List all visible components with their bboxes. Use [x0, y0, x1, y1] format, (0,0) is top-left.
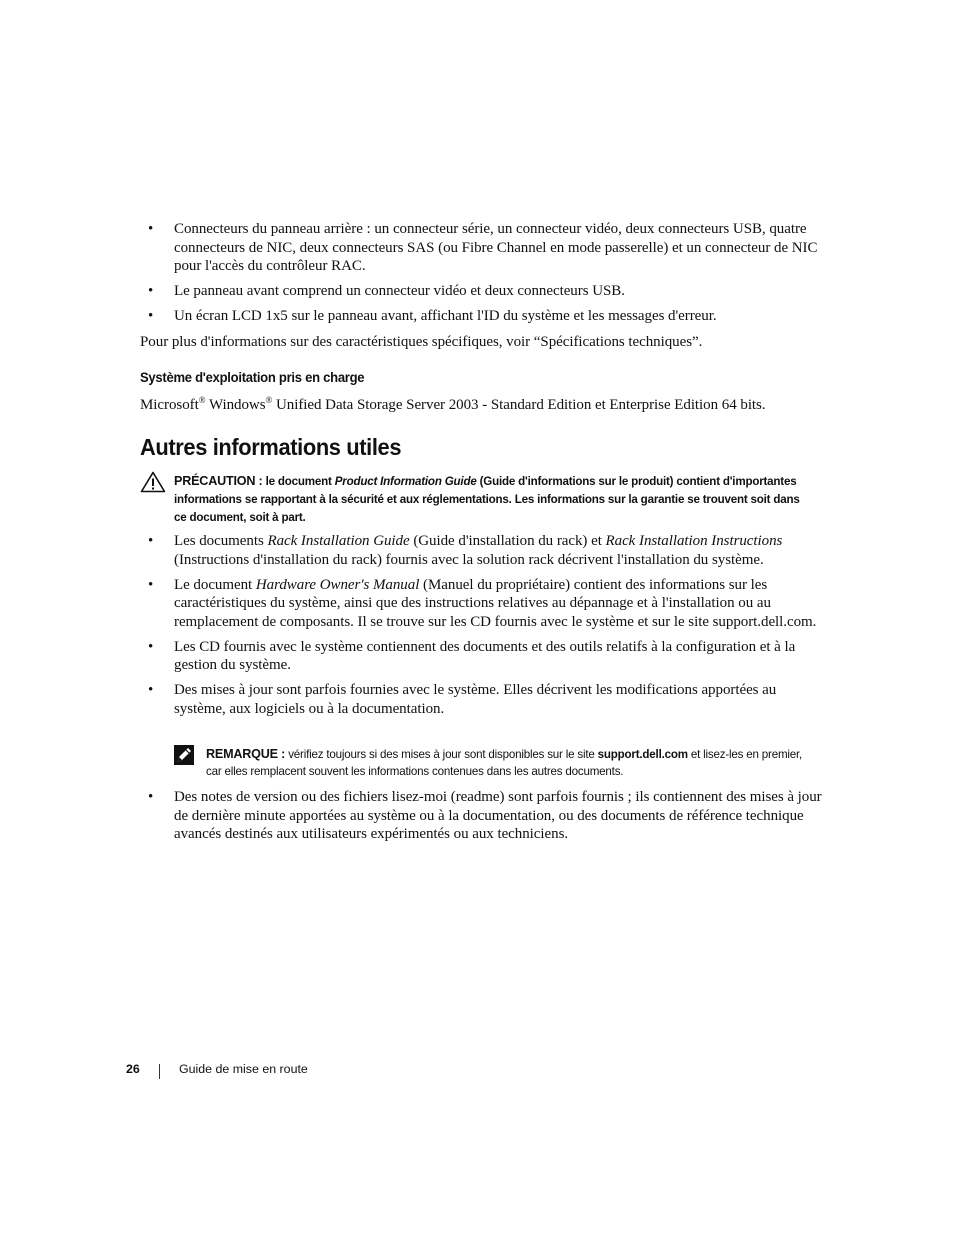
list-item: • Des notes de version ou des fichiers lisez-moi (readme) sont parfois fournis ; ils contiennent des mises à jour de dernière minute apportées au système ou à la documentation, ou des documents de référence technique avancés destinés aux utilisateurs expérimentés ou aux techniciens. — [148, 789, 822, 842]
caution-notice: PRÉCAUTION : le document Product Information Guide (Guide d'informations sur le produit) contient d'importantes informations se rapportant à la sécurité et aux réglementations. Les informations sur la garantie se trouvent soit dans ce document, soit à part. — [174, 474, 800, 524]
pencil-note-icon — [174, 745, 194, 765]
footer-title: Guide de mise en route — [179, 1062, 308, 1076]
list-item: • Les documents Rack Installation Guide (Guide d'installation du rack) et Rack Installation Instructions (Instructions d'installation du rack) fournis avec la solution rack décrivent l'installation du système. — [148, 533, 783, 568]
warning-triangle-icon — [140, 471, 166, 493]
bullet-icon: • — [148, 283, 154, 299]
list-item: • Le document Hardware Owner's Manual (Manuel du propriétaire) contient des informations sur les caractéristiques du système, ainsi que des instructions relatives au dépannage et à l'installation ou au remplacement de composants. Il se trouve sur les CD fournis avec le système et sur le site support.dell.com. — [148, 576, 817, 630]
os-section-text: Microsoft® Windows® Unified Data Storage Server 2003 - Standard Edition et Enterprise Edition 64 bits. — [140, 395, 766, 413]
bullet-icon: • — [148, 638, 154, 655]
footer-divider — [159, 1064, 160, 1079]
section-heading: Autres informations utiles — [140, 434, 402, 460]
os-section-title: Système d'exploitation pris en charge — [140, 370, 365, 386]
bullet-icon: • — [148, 308, 154, 324]
list-item: • Le panneau avant comprend un connecteur vidéo et deux connecteurs USB. — [148, 283, 625, 299]
bullet-icon: • — [148, 533, 154, 549]
documentation-list — [140, 532, 830, 718]
support-link[interactable]: support.dell.com — [597, 748, 688, 761]
page-footer — [126, 1062, 308, 1076]
caution-icon-wrap — [140, 471, 166, 493]
bullet-icon: • — [148, 576, 154, 593]
list-item: • Des mises à jour sont parfois fournies avec le système. Elles décrivent les modifications apportées au système, aux logiciels ou à la documentation. — [148, 682, 777, 717]
bullet-icon: • — [148, 221, 154, 237]
list-item: • Un écran LCD 1x5 sur le panneau avant, affichant l'ID du système et les messages d'erreur. — [148, 308, 717, 324]
support-link[interactable]: support.dell.com — [712, 613, 813, 630]
bullet-icon: • — [148, 789, 154, 805]
note-icon-wrap — [174, 745, 194, 765]
note-notice: REMARQUE : vérifiez toujours si des mises à jour sont disponibles sur le site support.dell.com et lisez-les en premier, car elles remplacent souvent les informations contenues dans les autres documents. — [206, 747, 803, 778]
hardware-features-list — [140, 220, 830, 332]
bullet-icon: • — [148, 682, 154, 698]
list-item: • Les CD fournis avec le système contiennent des documents et des outils relatifs à la configuration et à la gestion du système. — [148, 638, 796, 673]
page-number: 26 — [126, 1062, 140, 1076]
list-item: • Connecteurs du panneau arrière : un connecteur série, un connecteur vidéo, deux connecteurs USB, quatre connecteurs de NIC, deux connecteurs SAS (ou Fibre Channel en mode passerelle) et un connecteur de NIC pour l'accès du contrôleur RAC. — [148, 221, 818, 274]
release-notes-list — [140, 788, 830, 850]
specs-paragraph: Pour plus d'informations sur des caractéristiques spécifiques, voir “Spécifications techniques”. — [140, 334, 703, 350]
